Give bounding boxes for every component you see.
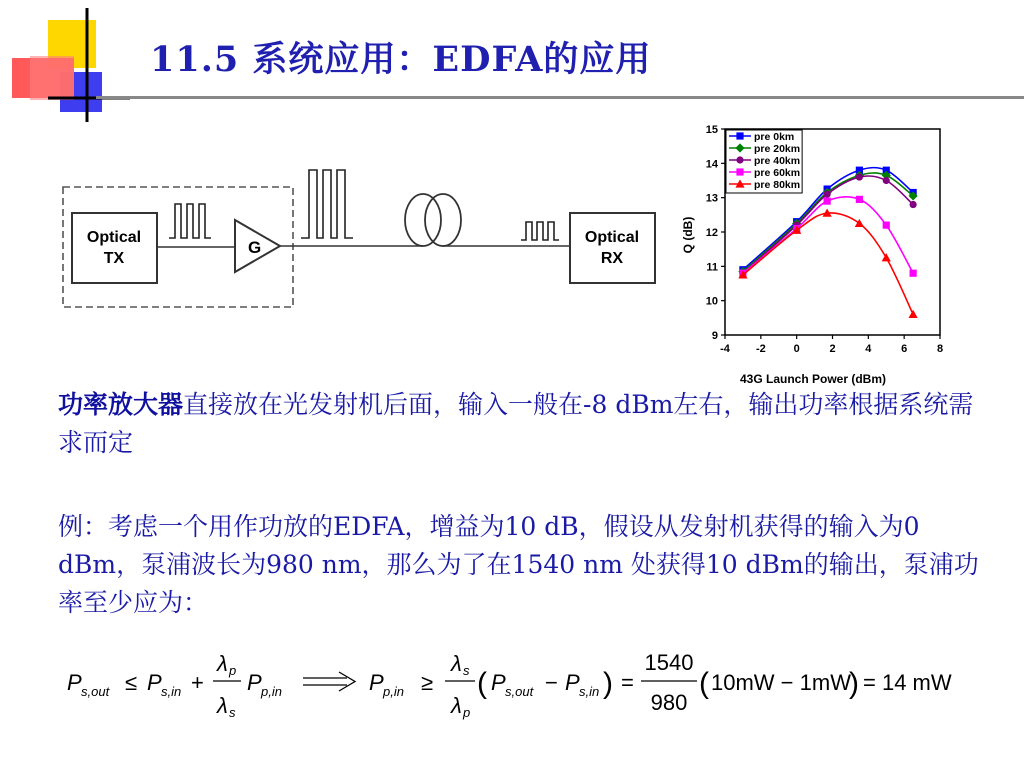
amplifier-triangle xyxy=(235,220,280,272)
svg-text:s,in: s,in xyxy=(579,684,600,699)
chart-legend xyxy=(726,130,802,193)
svg-text:P: P xyxy=(147,670,162,695)
y-tick-label: 11 xyxy=(706,261,718,274)
svg-text:λ: λ xyxy=(217,651,228,676)
x-tick-label: 6 xyxy=(901,343,908,355)
x-axis-label: 43G Launch Power (dBm) xyxy=(739,372,887,386)
legend-label: pre 0km xyxy=(754,131,795,143)
svg-text:): ) xyxy=(849,667,859,700)
svg-text:P: P xyxy=(491,670,506,695)
formula-bracket-content: 10mW − 1mW xyxy=(711,670,851,695)
fraction-numerator: 1540 xyxy=(644,650,694,675)
slide-logo xyxy=(0,0,150,140)
amplifier-label: G xyxy=(248,238,262,257)
x-tick-label: -2 xyxy=(755,343,766,355)
fraction-denominator: 980 xyxy=(650,690,688,715)
svg-text:): ) xyxy=(603,667,613,700)
svg-text:=: = xyxy=(621,670,634,695)
q-vs-launch-power-chart xyxy=(675,115,955,387)
system-block-diagram xyxy=(55,160,665,310)
svg-text:P: P xyxy=(247,670,262,695)
optical-rx-block xyxy=(570,213,655,283)
data-point xyxy=(910,270,917,277)
legend-label: pre 60km xyxy=(754,167,801,179)
svg-text:+: + xyxy=(191,670,204,695)
y-axis-label: Q (dB) xyxy=(681,216,695,254)
pulse-train-large xyxy=(301,170,353,238)
svg-text:≥: ≥ xyxy=(421,670,434,695)
svg-text:λ: λ xyxy=(217,693,228,718)
svg-text:s,out: s,out xyxy=(505,684,534,699)
y-tick-label: 10 xyxy=(705,295,718,308)
svg-text:p: p xyxy=(229,663,237,678)
svg-text:λ: λ xyxy=(451,651,462,676)
tx-label-line1: Optical xyxy=(86,229,142,246)
keyword-power-amplifier: 功率放大器 xyxy=(58,390,184,419)
pulse-train-small xyxy=(169,204,211,238)
tx-label-line2: TX xyxy=(103,250,125,267)
svg-text:p: p xyxy=(463,705,471,720)
pulse-train-received xyxy=(521,222,559,240)
svg-text:s,out: s,out xyxy=(81,684,110,699)
title-divider xyxy=(96,96,1024,99)
data-point xyxy=(736,132,743,139)
data-point xyxy=(824,191,831,198)
y-tick-label: 9 xyxy=(711,330,718,342)
optical-tx-block xyxy=(72,213,157,283)
paragraph-booster-text: 直接放在光发射机后面，输入一般在-8 dBm左右，输出功率根据系统需求而定 xyxy=(58,390,974,457)
svg-text:−: − xyxy=(545,670,558,695)
rx-label-line1: Optical xyxy=(584,229,640,246)
data-point xyxy=(856,173,863,180)
formula-pump-power xyxy=(369,650,952,720)
y-tick-label: 14 xyxy=(705,158,718,171)
svg-text:s: s xyxy=(229,705,236,720)
formula-result: = 14 mW xyxy=(863,670,952,695)
x-tick-label: -4 xyxy=(720,343,730,355)
x-tick-label: 8 xyxy=(936,343,944,355)
legend-label: pre 80km xyxy=(754,179,801,191)
pump-power-formula xyxy=(55,638,985,738)
svg-text:s,in: s,in xyxy=(161,684,182,699)
svg-text:(: ( xyxy=(477,667,487,700)
rx-label-line2: RX xyxy=(600,250,624,267)
data-point xyxy=(824,198,831,205)
page-title: 11.5 系统应用：EDFA的应用 xyxy=(150,39,652,80)
data-point xyxy=(883,222,890,229)
x-tick-label: 4 xyxy=(865,343,872,355)
x-tick-label: 2 xyxy=(829,343,836,355)
data-point xyxy=(856,196,863,203)
legend-label: pre 20km xyxy=(754,143,801,155)
svg-text:(: ( xyxy=(699,667,709,700)
data-point xyxy=(736,168,743,175)
formula-inequality xyxy=(67,651,282,720)
svg-text:≤: ≤ xyxy=(125,670,138,695)
svg-text:P: P xyxy=(565,670,580,695)
implies-arrow-icon xyxy=(303,672,355,691)
paragraph-example: 例：考虑一个用作功放的EDFA，增益为10 dB，假设从发射机获得的输入为0 dBm，泵浦波长为980 nm，那么为了在1540 nm 处获得10 dBm的输出，泵浦功率至少应为： xyxy=(58,512,979,617)
y-tick-label: 12 xyxy=(705,227,718,239)
data-point xyxy=(736,156,743,163)
svg-text:p,in: p,in xyxy=(383,684,404,699)
data-point xyxy=(883,177,890,184)
svg-text:λ: λ xyxy=(451,693,462,718)
svg-text:p,in: p,in xyxy=(261,684,282,699)
data-point xyxy=(910,201,917,208)
fiber-spool-icon xyxy=(405,194,461,246)
legend-label: pre 40km xyxy=(754,155,801,167)
y-tick-label: 15 xyxy=(705,124,718,136)
x-tick-label: 0 xyxy=(793,343,800,355)
svg-text:P: P xyxy=(67,670,82,695)
svg-text:s: s xyxy=(463,663,470,678)
y-tick-label: 13 xyxy=(705,192,718,205)
paragraph-booster xyxy=(58,386,998,462)
svg-text:P: P xyxy=(369,670,384,695)
